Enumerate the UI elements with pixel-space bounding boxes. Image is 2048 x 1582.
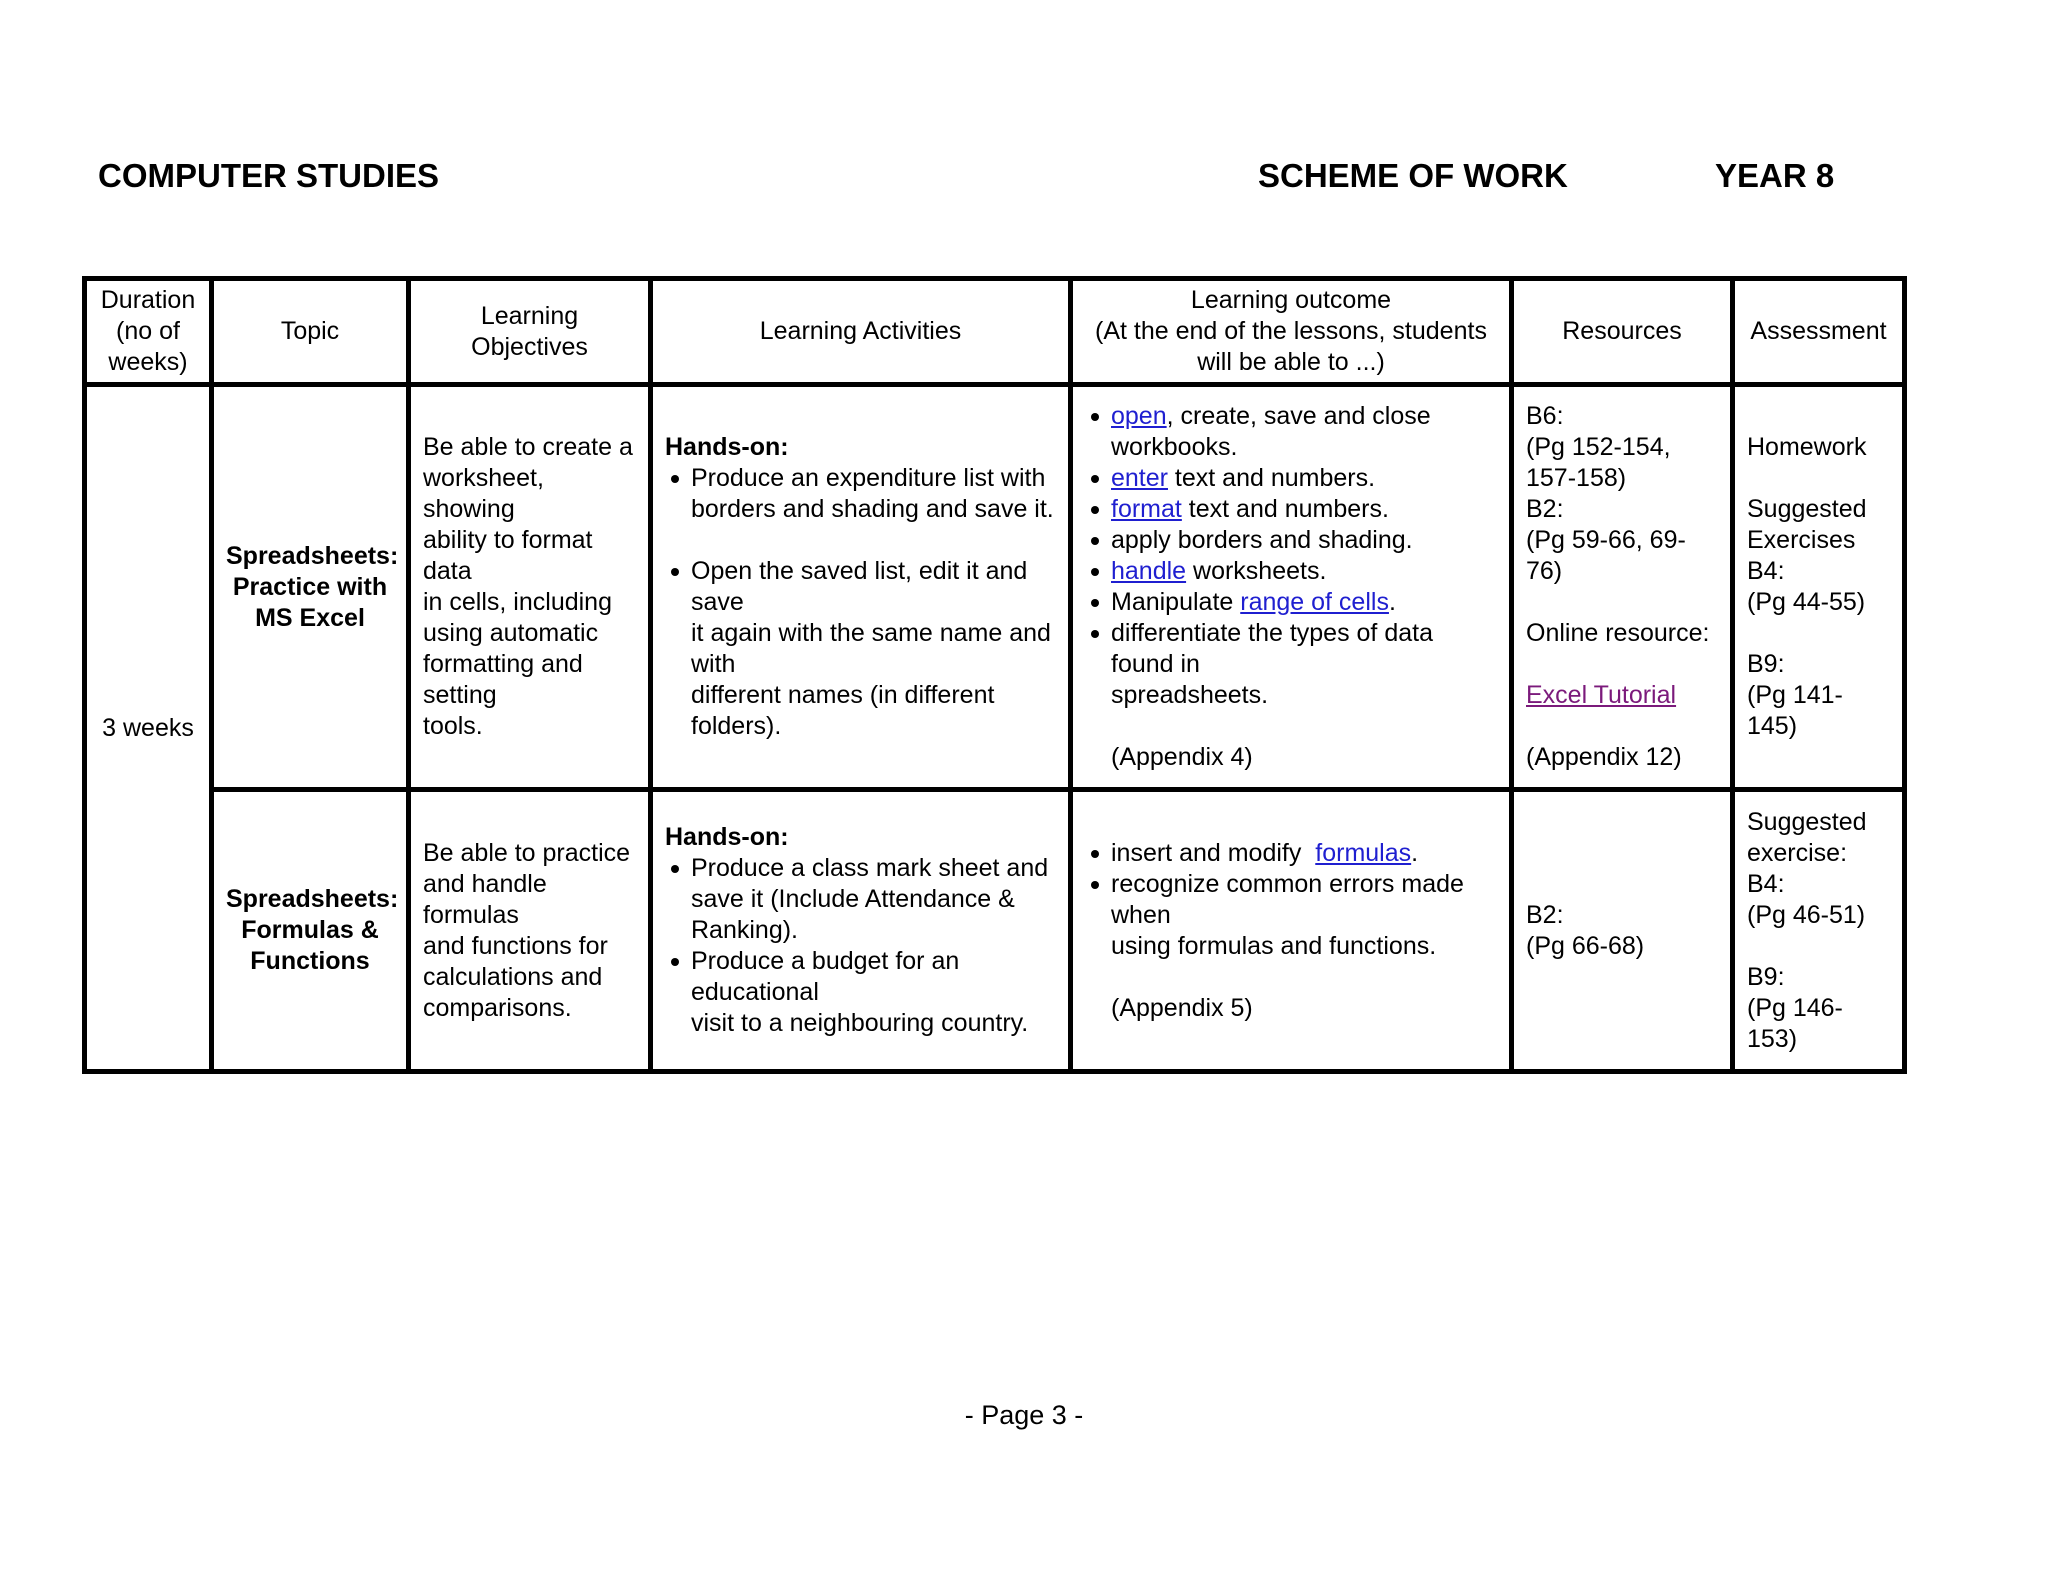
objective-line: and handle formulas xyxy=(423,869,547,929)
outcome-text: apply borders and shading. xyxy=(1111,526,1413,554)
activity-line: Open the saved list, edit it and save xyxy=(691,557,1028,616)
duration-cell: 3 weeks xyxy=(85,385,212,1072)
resource-line: B2: xyxy=(1526,900,1564,929)
objective-line: using automatic xyxy=(423,619,599,647)
activities-cell xyxy=(651,385,1071,790)
topic-cell xyxy=(212,385,409,790)
activities-heading: Hands-on: xyxy=(665,823,789,851)
activity-line: Produce a class mark sheet and xyxy=(691,854,1049,882)
formulas-link[interactable]: formulas xyxy=(1315,838,1412,867)
objectives-cell xyxy=(409,790,651,1072)
format-link[interactable]: format xyxy=(1111,495,1182,523)
outcome-text: using formulas and functions. xyxy=(1111,931,1437,960)
outcome-text: differentiate the types of data found in xyxy=(1111,619,1433,678)
topic-line: Practice with xyxy=(232,572,388,601)
list-item xyxy=(1111,869,1497,962)
assessment-line: Exercises xyxy=(1747,526,1856,554)
list-item xyxy=(1111,494,1497,525)
assessment-line: B9: xyxy=(1747,962,1785,991)
activity-line: borders and shading and save it. xyxy=(691,495,1054,523)
column-header-resources: Resources xyxy=(1512,279,1733,385)
objective-line: worksheet, showing xyxy=(423,464,544,523)
list-item xyxy=(691,946,1056,1039)
outcome-text: Manipulate xyxy=(1111,588,1241,616)
activities-list xyxy=(665,556,1056,742)
outcome-text: . xyxy=(1388,588,1396,616)
column-header-duration-line: (no of xyxy=(116,317,180,345)
outcome-text: . xyxy=(1411,838,1419,867)
outcome-text: worksheets. xyxy=(1186,557,1327,585)
objectives-cell xyxy=(409,385,651,790)
list-item xyxy=(1111,838,1497,869)
topic-cell xyxy=(212,790,409,1072)
outcome-list xyxy=(1085,838,1497,962)
column-header-outcome xyxy=(1071,279,1512,385)
outcome-appendix: (Appendix 5) xyxy=(1111,993,1253,1022)
activity-line: it again with the same name and with xyxy=(691,619,1051,678)
table-row xyxy=(85,385,1905,790)
topic-line: Spreadsheets: xyxy=(226,541,399,570)
activity-line: Ranking). xyxy=(691,916,798,944)
objective-line: Be able to practice xyxy=(423,838,631,867)
topic-line: Spreadsheets: xyxy=(226,885,399,913)
assessment-line: Suggested xyxy=(1747,495,1867,523)
list-item xyxy=(1111,587,1497,618)
activity-line: Produce a budget for an educational xyxy=(691,947,960,1006)
assessment-line: Suggested xyxy=(1747,807,1867,836)
document-scheme-title: SCHEME OF WORK xyxy=(1258,157,1568,194)
outcome-text: text and numbers. xyxy=(1181,495,1389,523)
list-item xyxy=(691,463,1056,525)
scheme-of-work-table xyxy=(82,276,1907,1074)
column-header-assessment: Assessment xyxy=(1733,279,1905,385)
list-item xyxy=(1111,556,1497,587)
list-item xyxy=(1111,463,1497,494)
list-item xyxy=(1111,401,1497,463)
resource-line: B6: xyxy=(1526,402,1564,430)
outcome-list xyxy=(1085,401,1497,711)
objective-line: ability to format data xyxy=(423,526,593,585)
resource-online-label: Online resource: xyxy=(1526,619,1710,647)
resource-line: (Pg 66-68) xyxy=(1526,931,1645,960)
activities-list xyxy=(665,463,1056,525)
assessment-line: B9: xyxy=(1747,650,1785,678)
outcome-cell xyxy=(1071,385,1512,790)
topic-line: Functions xyxy=(250,947,370,975)
objective-line: in cells, including xyxy=(423,588,612,616)
activities-cell xyxy=(651,790,1071,1072)
outcome-text: text and numbers. xyxy=(1167,464,1376,492)
table-row xyxy=(85,790,1905,1072)
outcome-appendix: (Appendix 4) xyxy=(1111,743,1253,771)
column-header-outcome-line: Learning outcome xyxy=(1190,286,1392,314)
list-item xyxy=(1111,618,1497,711)
table-header-row xyxy=(85,279,1905,385)
objective-line: calculations and xyxy=(423,962,603,991)
resource-line: (Pg 59-66, 69-76) xyxy=(1526,526,1686,585)
excel-tutorial-link[interactable]: Excel Tutorial xyxy=(1526,681,1677,709)
handle-link[interactable]: handle xyxy=(1111,557,1187,585)
column-header-duration-line: Duration xyxy=(100,286,196,314)
outcome-text: recognize common errors made when xyxy=(1111,869,1464,929)
assessment-line: (Pg 44-55) xyxy=(1747,588,1866,616)
assessment-line: Homework xyxy=(1747,433,1867,461)
column-header-duration-line: weeks) xyxy=(108,348,188,376)
resource-line: B2: xyxy=(1526,495,1564,523)
column-header-topic: Topic xyxy=(212,279,409,385)
column-header-outcome-line: (At the end of the lessons, students xyxy=(1095,317,1487,345)
assessment-line: exercise: xyxy=(1747,838,1848,867)
activities-list xyxy=(665,853,1056,1039)
outcome-text: , create, save and close xyxy=(1166,402,1431,430)
activity-line: visit to a neighbouring country. xyxy=(691,1009,1029,1037)
document-year-label: YEAR 8 xyxy=(1715,157,1835,194)
range-of-cells-link[interactable]: range of cells xyxy=(1240,588,1389,616)
objective-line: tools. xyxy=(423,712,483,740)
activity-line: Produce an expenditure list with xyxy=(691,464,1046,492)
outcome-text: workbooks. xyxy=(1111,433,1238,461)
objective-line: and functions for xyxy=(423,931,608,960)
outcome-text: insert and modify xyxy=(1111,838,1316,867)
assessment-line: B4: xyxy=(1747,869,1785,898)
column-header-duration xyxy=(85,279,212,385)
objective-line: formatting and setting xyxy=(423,650,583,709)
resources-cell xyxy=(1512,790,1733,1072)
enter-link[interactable]: enter xyxy=(1111,464,1168,492)
list-item xyxy=(691,556,1056,742)
topic-line: MS Excel xyxy=(255,603,365,632)
resource-appendix: (Appendix 12) xyxy=(1526,743,1682,771)
document-subject-title: COMPUTER STUDIES xyxy=(98,157,440,194)
assessment-line: B4: xyxy=(1747,557,1785,585)
column-header-outcome-line: will be able to ...) xyxy=(1197,348,1385,376)
assessment-cell xyxy=(1733,385,1905,790)
outcome-cell xyxy=(1071,790,1512,1072)
assessment-line: (Pg 146-153) xyxy=(1747,993,1843,1053)
column-header-activities: Learning Activities xyxy=(651,279,1071,385)
topic-line: Formulas & xyxy=(241,916,379,944)
page-number: - Page 3 - xyxy=(964,1400,1084,1430)
list-item xyxy=(1111,525,1497,556)
resource-line: 157-158) xyxy=(1526,464,1627,492)
list-item xyxy=(691,853,1056,946)
outcome-text: spreadsheets. xyxy=(1111,681,1269,709)
activity-line: save it (Include Attendance & xyxy=(691,885,1015,913)
assessment-line: (Pg 141-145) xyxy=(1747,681,1843,740)
assessment-line: (Pg 46-51) xyxy=(1747,900,1866,929)
resource-line: (Pg 152-154, xyxy=(1526,433,1671,461)
resources-cell xyxy=(1512,385,1733,790)
activities-heading: Hands-on: xyxy=(665,433,789,461)
activity-line: different names (in different folders). xyxy=(691,681,995,740)
objective-line: comparisons. xyxy=(423,993,572,1022)
column-header-objectives: Learning Objectives xyxy=(409,279,651,385)
assessment-cell xyxy=(1733,790,1905,1072)
open-link[interactable]: open xyxy=(1111,402,1167,430)
objective-line: Be able to create a xyxy=(423,433,633,461)
